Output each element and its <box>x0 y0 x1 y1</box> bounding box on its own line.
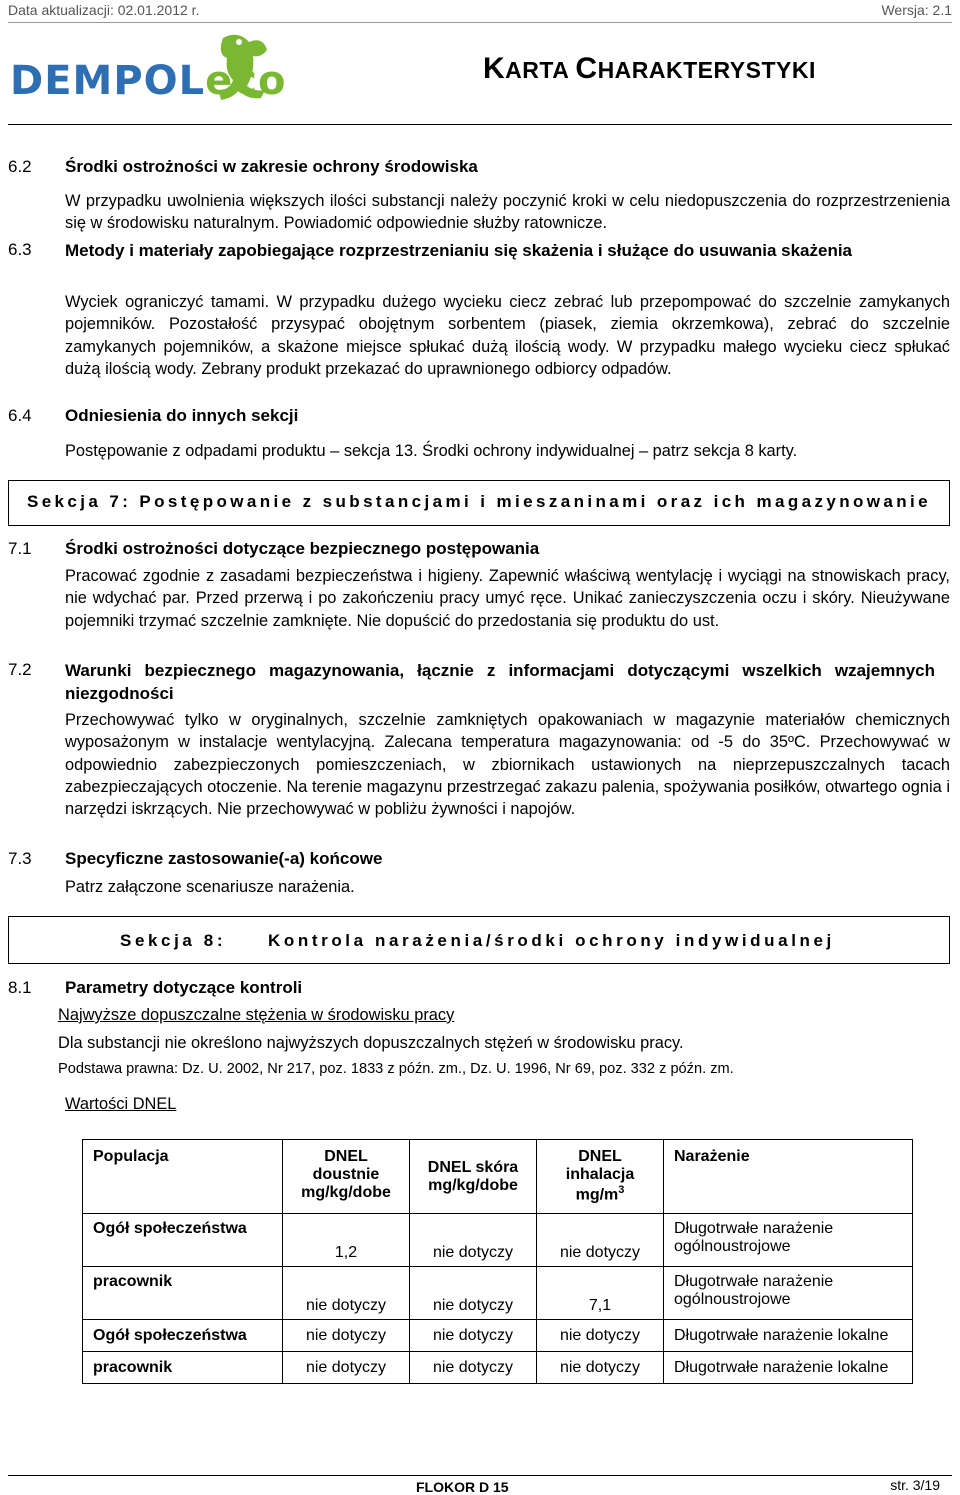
page-header-bar <box>8 0 952 23</box>
logo-eco: eco <box>205 58 287 104</box>
update-date: Data aktualizacji: 02.01.2012 r. <box>8 2 200 18</box>
section-heading: Parametry dotyczące kontroli <box>65 978 303 997</box>
section-number: 7.2 <box>8 660 32 679</box>
section-text: Przechowywać tylko w oryginalnych, szczelnie zamkniętych opakowaniach w magazynie materiałów chemicznych wyposażonym w instalacje wentylacyjną. Zalecana temperatura magazynowania: od -5 do 35ºC. Przechowywać w odpowiednio zabezpieczonych pomieszczeniach, w zbiornikach ustawionych na nieprzepuszczalnych tacach zabezpieczających otoczenie. Na terenie magazynu przestrzegać zakazu palenia, spożywania posiłków, otwartego ognia i narzędzi iskrzących. Nie przechowywać w pobliżu żywności i napojów. <box>65 711 950 819</box>
section-text: Postępowanie z odpadami produktu – sekcja 13. Środki ochrony indywidualnej – patrz sekcja 8 karty. <box>65 442 798 460</box>
section-text: W przypadku uwolnienia większych ilości substancji należy poczynić kroki w celu niedopuszczenia do rozprzestrzenienia się w środowisku naturalnym. Powiadomić odpowiednie służby ratownicze. <box>65 192 950 233</box>
cell-population: pracownik <box>83 1267 283 1320</box>
cell-skin: nie dotyczy <box>410 1352 537 1384</box>
cell-population: pracownik <box>83 1352 283 1384</box>
cell-exposure: Długotrwałe narażenie lokalne <box>664 1320 913 1352</box>
section-number: 8.1 <box>8 978 32 997</box>
section-heading: Środki ostrożności dotyczące bezpiecznego postępowania <box>65 539 540 558</box>
header-population: Populacja <box>83 1140 283 1214</box>
cell-skin: nie dotyczy <box>410 1267 537 1320</box>
nds-title: Najwyższe dopuszczalne stężenia w środowisku pracy <box>58 1006 455 1024</box>
section-8-title: Kontrola narażenia/środki ochrony indywidualnej <box>268 931 835 950</box>
logo-wordmark <box>10 58 286 104</box>
table-row <box>83 1214 913 1267</box>
section-8-header <box>8 916 950 964</box>
table-row <box>83 1352 913 1384</box>
section-heading: Warunki bezpiecznego magazynowania, łącznie z informacjami dotyczącymi wszelkich wzajemnych niezgodności <box>65 661 935 703</box>
section-7-title: Sekcja 7: Postępowanie z substancjami i mieszaninami oraz ich magazynowanie <box>26 492 932 511</box>
cell-skin: nie dotyczy <box>410 1320 537 1352</box>
cell-skin: nie dotyczy <box>410 1214 537 1267</box>
nds-text: Dla substancji nie określono najwyższych dopuszczalnych stężeń w środowisku pracy. <box>58 1034 684 1052</box>
table-header-row <box>83 1140 913 1214</box>
cell-population: Ogół społeczeństwa <box>83 1320 283 1352</box>
section-heading: Odniesienia do innych sekcji <box>65 406 299 425</box>
section-text: Patrz załączone scenariusze narażenia. <box>65 878 355 896</box>
table-row <box>83 1320 913 1352</box>
section-text: Pracować zgodnie z zasadami bezpieczeństwa i higieny. Zapewnić właściwą wentylację i wyciągi na stnowiskach pracy, nie wdychać par. Przed przerwą i po zakończeniu pracy umyć ręce. Unikać zanieczyszczenia oczu i skóry. Nieużywane pojemniki trzymać szczelnie zamknięte. Nie dopuścić do przedostania się produktu do ust. <box>65 567 950 630</box>
section-8-label: Sekcja 8: <box>120 931 227 950</box>
cell-population: Ogół społeczeństwa <box>83 1214 283 1267</box>
footer-divider <box>8 1475 952 1476</box>
dnel-table <box>82 1139 913 1384</box>
dnel-title: Wartości DNEL <box>65 1095 177 1113</box>
table-row <box>83 1267 913 1320</box>
cell-inhalation: nie dotyczy <box>537 1214 664 1267</box>
version: Wersja: 2.1 <box>881 2 952 18</box>
document-title: KARTA CHARAKTERYSTYKI <box>483 52 816 85</box>
cell-oral: 1,2 <box>283 1214 410 1267</box>
header-dnel-oral: DNEL doustnie mg/kg/dobe <box>283 1140 410 1214</box>
section-heading: Specyficzne zastosowanie(-a) końcowe <box>65 849 383 868</box>
section-heading: Środki ostrożności w zakresie ochrony środowiska <box>65 157 478 176</box>
legal-basis: Podstawa prawna: Dz. U. 2002, Nr 217, poz. 1833 z późn. zm., Dz. U. 1996, Nr 69, poz. 332 z późn. zm. <box>58 1061 734 1077</box>
logo-dempol: DEMPOL <box>10 58 206 104</box>
section-number: 6.3 <box>8 240 32 259</box>
section-number: 6.2 <box>8 157 32 176</box>
section-number: 7.1 <box>8 539 32 558</box>
cell-inhalation: nie dotyczy <box>537 1320 664 1352</box>
cell-inhalation: 7,1 <box>537 1267 664 1320</box>
cell-oral: nie dotyczy <box>283 1352 410 1384</box>
section-heading: Metody i materiały zapobiegające rozprzestrzenianiu się skażenia i służące do usuwania skażenia <box>65 241 853 260</box>
header-dnel-inhalation: DNEL inhalacja $mg/m^3$ <box>537 1140 664 1214</box>
section-text: Wyciek ograniczyć tamami. W przypadku dużego wycieku ciecz zebrać lub przepompować do szczelnie zamykanych pojemników. Pozostałość przysypać obojętnym sorbentem (piasek, ziemia okrzemkowa), zebrać do szczelnie zamykanych pojemników, a skażone miejsce spłukać dużą ilością wody. W przypadku małego wycieku ciecz spłukać dużą ilością wody. Zebrany produkt przekazać do uprawnionego odbiorcy odpadów. <box>65 293 950 378</box>
cell-oral: nie dotyczy <box>283 1267 410 1320</box>
cell-exposure: Długotrwałe narażenie ogólnoustrojowe <box>664 1214 913 1267</box>
page-number: str. 3/19 <box>890 1477 940 1493</box>
header-exposure: Narażenie <box>664 1140 913 1214</box>
section-number: 7.3 <box>8 849 32 868</box>
product-name: FLOKOR D 15 <box>416 1479 509 1495</box>
cell-oral: nie dotyczy <box>283 1320 410 1352</box>
company-logo <box>8 28 318 108</box>
cell-exposure: Długotrwałe narażenie lokalne <box>664 1352 913 1384</box>
header-dnel-skin: DNEL skóra mg/kg/dobe <box>410 1140 537 1214</box>
header-divider <box>8 124 952 125</box>
section-number: 6.4 <box>8 406 32 425</box>
cell-inhalation: nie dotyczy <box>537 1352 664 1384</box>
cell-exposure: Długotrwałe narażenie ogólnoustrojowe <box>664 1267 913 1320</box>
section-7-header <box>8 480 950 526</box>
